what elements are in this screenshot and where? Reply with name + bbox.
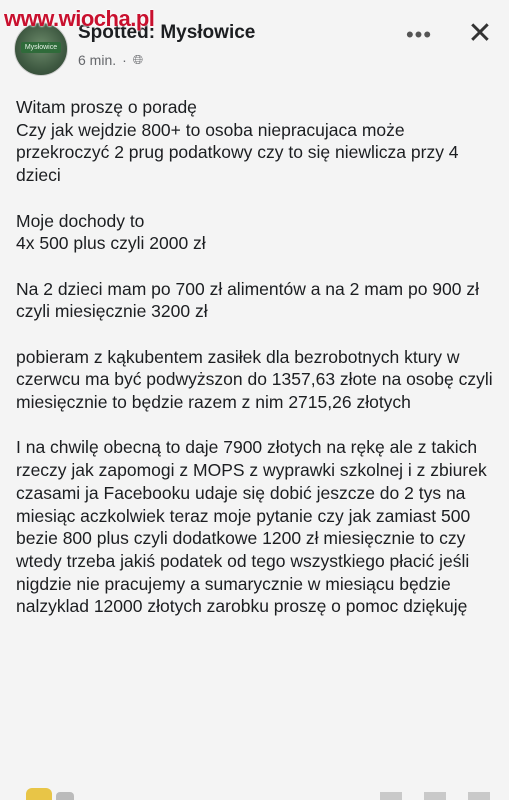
more-options-button[interactable] bbox=[404, 20, 434, 50]
close-button[interactable] bbox=[464, 18, 496, 50]
post-time[interactable]: 6 min. bbox=[78, 52, 117, 68]
reaction-icon[interactable] bbox=[26, 788, 52, 800]
close-icon: ✕ bbox=[467, 17, 493, 50]
post-paragraph: pobieram z kąkubentem zasiłek dla bezrobotnych ktury w czerwcu ma być podwyższon do 1357,63 złote na osobę czyli miesięcznie to będzie razem z nim 2715,26 złotych bbox=[16, 346, 493, 413]
post-text bbox=[16, 96, 494, 618]
post-paragraph: Na 2 dzieci mam po 700 zł alimentów a na 2 mam po 900 zł czyli miesięcznie 3200 zł bbox=[16, 278, 480, 322]
reaction-count[interactable] bbox=[56, 792, 74, 800]
meta-separator: · bbox=[122, 52, 127, 68]
post-paragraph: I na chwilę obecną to daje 7900 złotych na rękę ale z takich rzeczy jak zapomogi z MOPS z wyprawki szkolnej i z zbiurek czasami ja Facebooku udaje się dobić jeszcze do 2 tys na miesiąc aczkolwiek teraz moje pytanie czy jak zamiast 500 bezie 800 plus czyli dodatkowe 1200 zł miesięcznie to czy wtedy trzeba jakiś podatek od tego wszystkiego płacić jeśli nigdzie nie pracujemy a sumarycznie w miesiącu będzie nalzyklad 12000 złotych zarobku proszę o pomoc dziękuję bbox=[16, 437, 487, 617]
post-footer bbox=[10, 788, 500, 800]
group-name[interactable]: Spotted: Mysłowice bbox=[78, 22, 256, 43]
more-dots-icon: ••• bbox=[405, 22, 433, 47]
comment-share-summary[interactable] bbox=[380, 792, 490, 800]
avatar-label: Mysłowice bbox=[21, 42, 61, 53]
post-paragraph: Moje dochody to 4x 500 plus czyli 2000 zł bbox=[16, 210, 206, 254]
watermark-logo: www.wiocha.pl bbox=[4, 6, 155, 31]
post-meta bbox=[78, 52, 143, 68]
post-paragraph: Witam proszę o poradę Czy jak wejdzie 800+ to osoba niepracujaca może przekroczyć 2 prug podatkowy czy to się niewlicza przy 4 dzieci bbox=[16, 97, 459, 186]
globe-icon: 🌐︎ bbox=[132, 52, 144, 67]
